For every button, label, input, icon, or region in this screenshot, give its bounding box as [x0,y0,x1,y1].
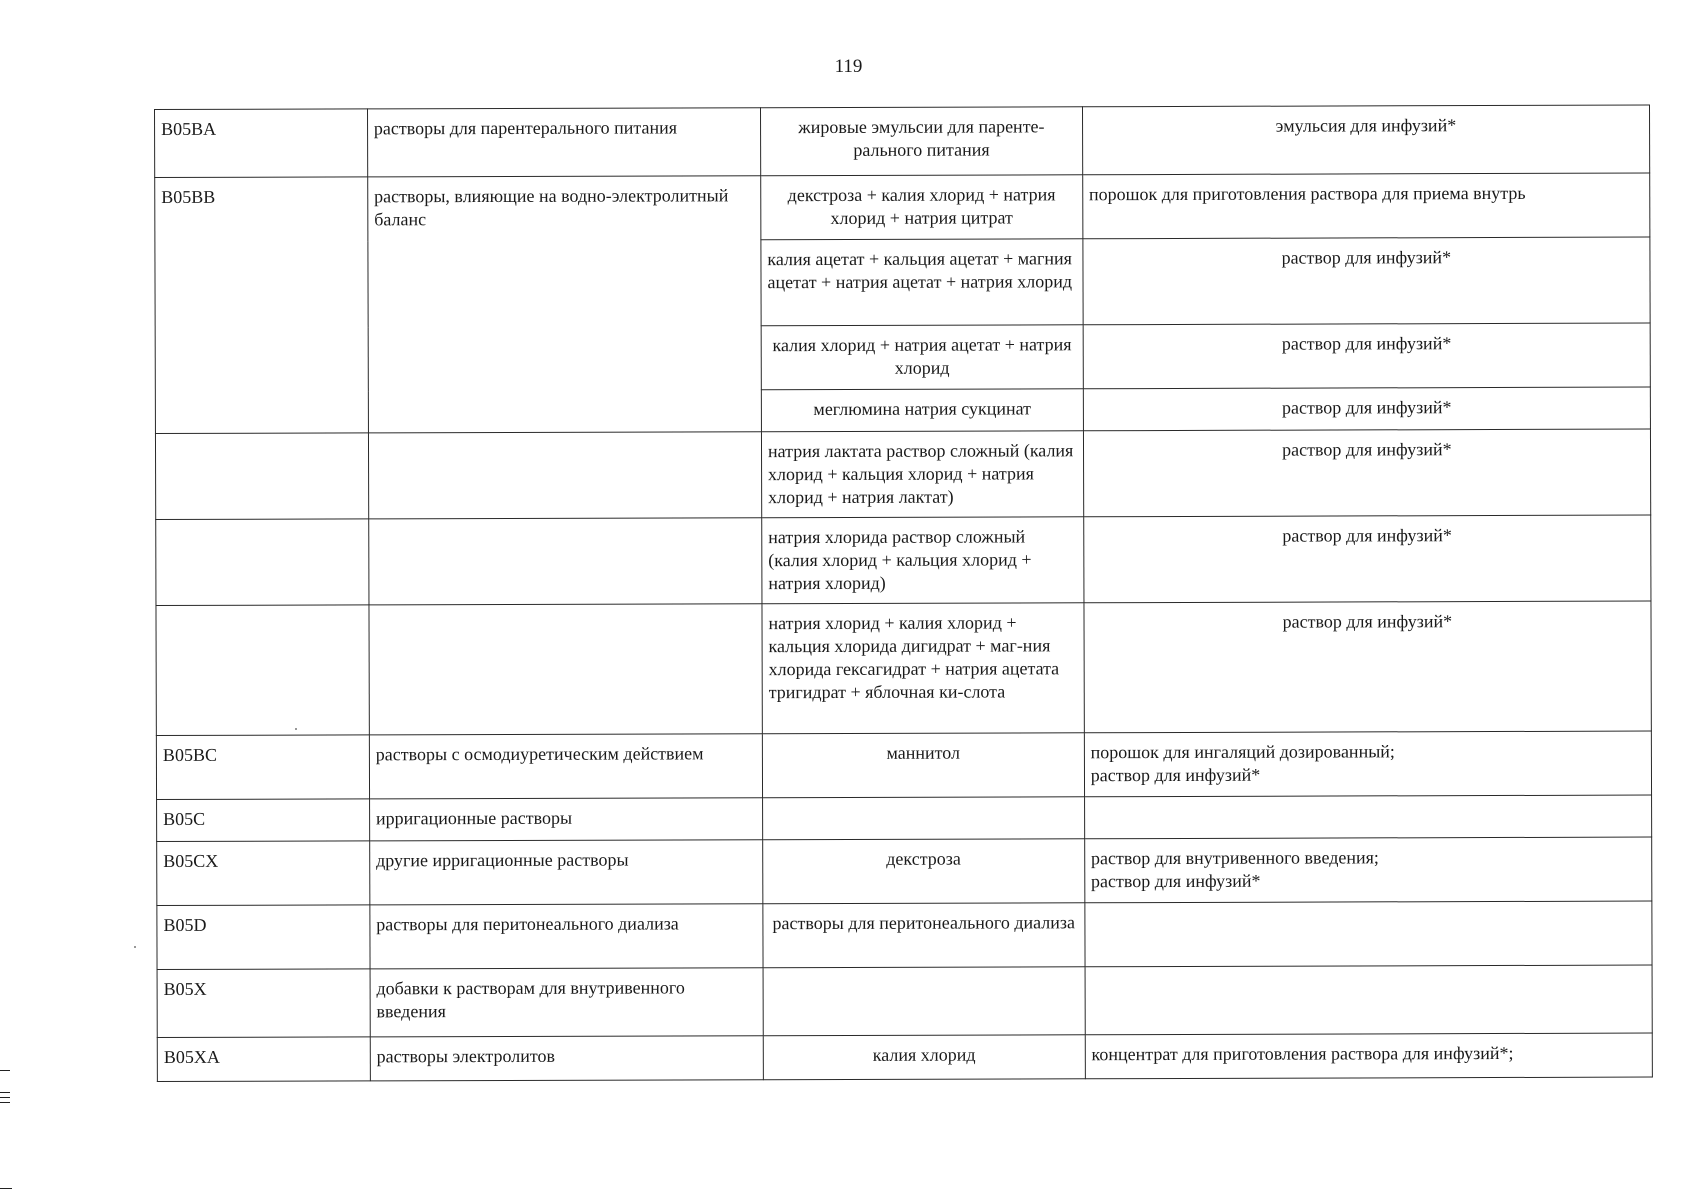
group-name-cell [369,518,762,605]
table-row [157,965,1652,1037]
group-name-cell: растворы электролитов [370,1036,763,1081]
dosage-form-text: раствор для инфузий* [1282,611,1453,632]
dosage-form-text: раствор для инфузий* [1281,397,1452,418]
drug-name-cell: маннитол [762,733,1084,798]
dosage-form-text: раствор для инфузий* [1281,247,1452,268]
atc-code-cell: B05X [157,969,370,1038]
atc-code-cell [156,519,369,606]
table-row [156,515,1651,605]
dosage-form-cell [1084,731,1651,797]
atc-code-cell: B05D [157,905,370,970]
atc-code-cell: B05BC [156,735,369,800]
dosage-form-cell [1082,173,1649,239]
group-name-cell: растворы для перитонеального диализа [370,904,763,969]
table-row [157,901,1652,969]
table-row [155,173,1650,241]
table-row [156,601,1651,735]
group-name-cell: другие ирригационные растворы [370,840,763,905]
drug-name-cell: растворы для перитонеального диализа [763,903,1085,968]
scan-speck [134,946,136,948]
scan-speck [295,728,297,730]
table-row [157,1033,1652,1081]
scan-margin-mark [0,1188,12,1189]
drug-name-cell [762,797,1084,840]
drug-name-cell: натрия лактата раствор сложный (калия хлорид + кальция хлорид + натрия хлорид + натрия лактат) [761,431,1083,518]
dosage-form-cell [1083,387,1650,431]
scan-margin-mark [0,1097,10,1098]
page-number: 119 [834,56,863,77]
atc-code-cell: B05BA [155,109,368,178]
dosage-form-cell [1085,901,1652,967]
dosage-form-cell [1085,1033,1652,1079]
dosage-form-cell [1083,515,1651,603]
table-row [155,429,1650,519]
group-name-cell: растворы с осмодиуретическим действием [369,734,762,799]
drug-name-cell: декстроза + калия хлорид + натрия хлорид + натрия цитрат [761,175,1083,240]
dosage-form-text: раствор для внутривенного введения; [1090,847,1379,869]
group-name-cell: растворы, влияющие на водно-электролитный баланс [368,176,762,433]
dosage-form-text: раствор для инфузий* [1282,439,1452,460]
atc-code-cell: B05BB [155,177,369,434]
dosage-form-text: раствор для инфузий* [1281,333,1452,354]
drug-name-cell: калия ацетат + кальция ацетат + магния ацетат + натрия ацетат + натрия хлорид [761,239,1083,326]
atc-code-cell [156,605,369,736]
drug-name-cell: калия хлорид + натрия ацетат + натрия хлорид [761,325,1083,390]
table-row [157,837,1652,905]
dosage-form-cell [1082,105,1649,175]
group-name-cell: добавки к растворам для внутривенного введения [370,968,763,1037]
dosage-form-cell [1083,323,1650,389]
drug-name-cell: декстроза [763,839,1085,904]
table-row [157,795,1652,841]
dosage-form-cell [1084,601,1652,733]
table-row [156,731,1651,799]
table-row [155,105,1650,177]
group-name-cell [369,604,762,735]
atc-code-cell: B05CX [157,841,370,906]
drug-name-cell: жировые эмульсии для паренте-рального питания [760,107,1082,176]
dosage-form-text: эмульсия для инфузий* [1275,115,1457,136]
scan-margin-mark [0,1092,10,1093]
group-name-cell: растворы для парентерального питания [367,108,760,177]
dosage-form-cell [1083,429,1651,517]
dosage-form-text: порошок для ингаляций дозированный; [1090,741,1395,763]
atc-code-cell: B05XA [157,1037,370,1082]
atc-code-cell [155,433,368,520]
table-body [155,105,1653,1081]
drug-name-cell: натрия хлорид + калия хлорид + кальция хлорида дигидрат + маг-ния хлорида гексагидрат + натрия ацетата тригидрат + яблочная ки-слота [762,603,1084,734]
dosage-form-text: раствор для инфузий* [1282,525,1452,546]
medication-table [154,105,1653,1082]
dosage-form-text: раствор для инфузий* [1091,870,1261,892]
scan-margin-mark [0,1070,10,1071]
dosage-form-cell [1085,965,1652,1035]
drug-name-cell: натрия хлорида раствор сложный (калия хлорид + кальция хлорид + натрия хлорид) [762,517,1084,604]
drug-name-cell: меглюмина натрия сукцинат [761,389,1083,432]
dosage-form-text: концентрат для приготовления раствора для инфузий*; [1091,1042,1514,1065]
scan-margin-mark [0,1102,10,1103]
dosage-form-cell [1084,795,1651,839]
dosage-form-cell [1083,237,1651,325]
dosage-form-cell [1084,837,1651,903]
group-name-cell: ирригационные растворы [369,798,762,841]
atc-code-cell: B05C [157,799,370,842]
dosage-form-text: порошок для приготовления раствора для приема внутрь [1088,182,1526,205]
group-name-cell [368,432,761,519]
dosage-form-text: раствор для инфузий* [1090,764,1261,786]
drug-name-cell [763,967,1085,1036]
drug-name-cell: калия хлорид [763,1035,1085,1080]
